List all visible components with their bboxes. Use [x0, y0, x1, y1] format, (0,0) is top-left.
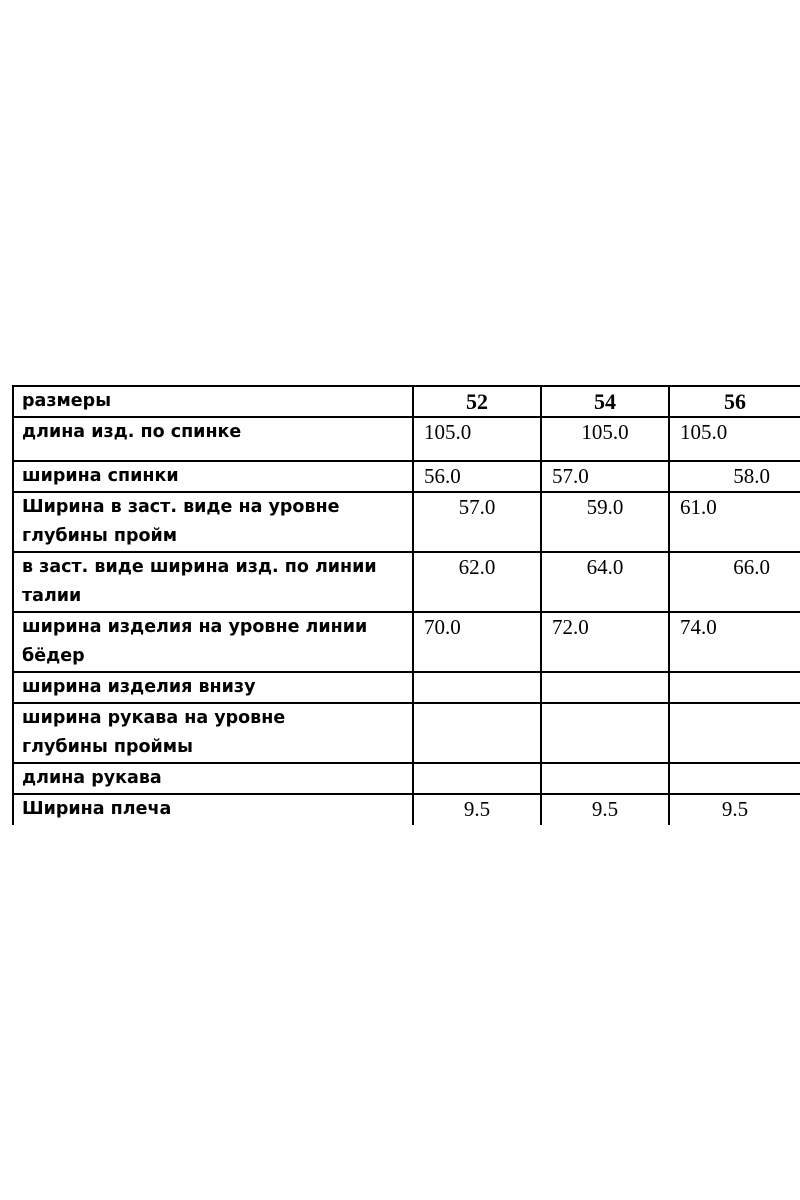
row-value: 66.0 — [669, 552, 800, 612]
row-value: 59.0 — [541, 492, 669, 552]
row-value — [413, 672, 541, 703]
row-value: 9.5 — [413, 794, 541, 825]
row-value: 105.0 — [669, 417, 800, 461]
row-value: 56.0 — [413, 461, 541, 492]
row-label: длина рукава — [13, 763, 413, 794]
row-value: 9.5 — [669, 794, 800, 825]
row-label: ширина изделия на уровне линии бёдер — [13, 612, 413, 672]
row-value: 64.0 — [541, 552, 669, 612]
row-value — [669, 672, 800, 703]
size-56-header: 56 — [669, 386, 800, 417]
row-value — [541, 703, 669, 763]
row-value — [541, 763, 669, 794]
row-label: ширина спинки — [13, 461, 413, 492]
row-value — [669, 703, 800, 763]
size-52-header: 52 — [413, 386, 541, 417]
row-value: 70.0 — [413, 612, 541, 672]
table-row — [13, 492, 800, 552]
row-value — [541, 672, 669, 703]
row-value — [669, 763, 800, 794]
table-row — [13, 794, 800, 825]
row-value: 58.0 — [669, 461, 800, 492]
row-value: 105.0 — [413, 417, 541, 461]
table-row — [13, 763, 800, 794]
row-value: 61.0 — [669, 492, 800, 552]
row-label: длина изд. по спинке — [13, 417, 413, 461]
table-row — [13, 612, 800, 672]
size-54-header: 54 — [541, 386, 669, 417]
row-label: Ширина в заст. виде на уровне глубины пройм — [13, 492, 413, 552]
row-label: ширина изделия внизу — [13, 672, 413, 703]
header-row — [13, 386, 800, 417]
row-value: 57.0 — [413, 492, 541, 552]
row-label: ширина рукава на уровне глубины проймы — [13, 703, 413, 763]
row-value: 57.0 — [541, 461, 669, 492]
row-value: 105.0 — [541, 417, 669, 461]
table-row — [13, 552, 800, 612]
row-value — [413, 763, 541, 794]
row-value — [413, 703, 541, 763]
row-value: 74.0 — [669, 612, 800, 672]
header-label: размеры — [13, 386, 413, 417]
row-value: 9.5 — [541, 794, 669, 825]
size-chart-table — [12, 385, 800, 825]
row-label: Ширина плеча — [13, 794, 413, 825]
row-label: в заст. виде ширина изд. по линии талии — [13, 552, 413, 612]
table-row — [13, 417, 800, 461]
row-value: 62.0 — [413, 552, 541, 612]
table-row — [13, 461, 800, 492]
row-value: 72.0 — [541, 612, 669, 672]
table-row — [13, 672, 800, 703]
table-row — [13, 703, 800, 763]
